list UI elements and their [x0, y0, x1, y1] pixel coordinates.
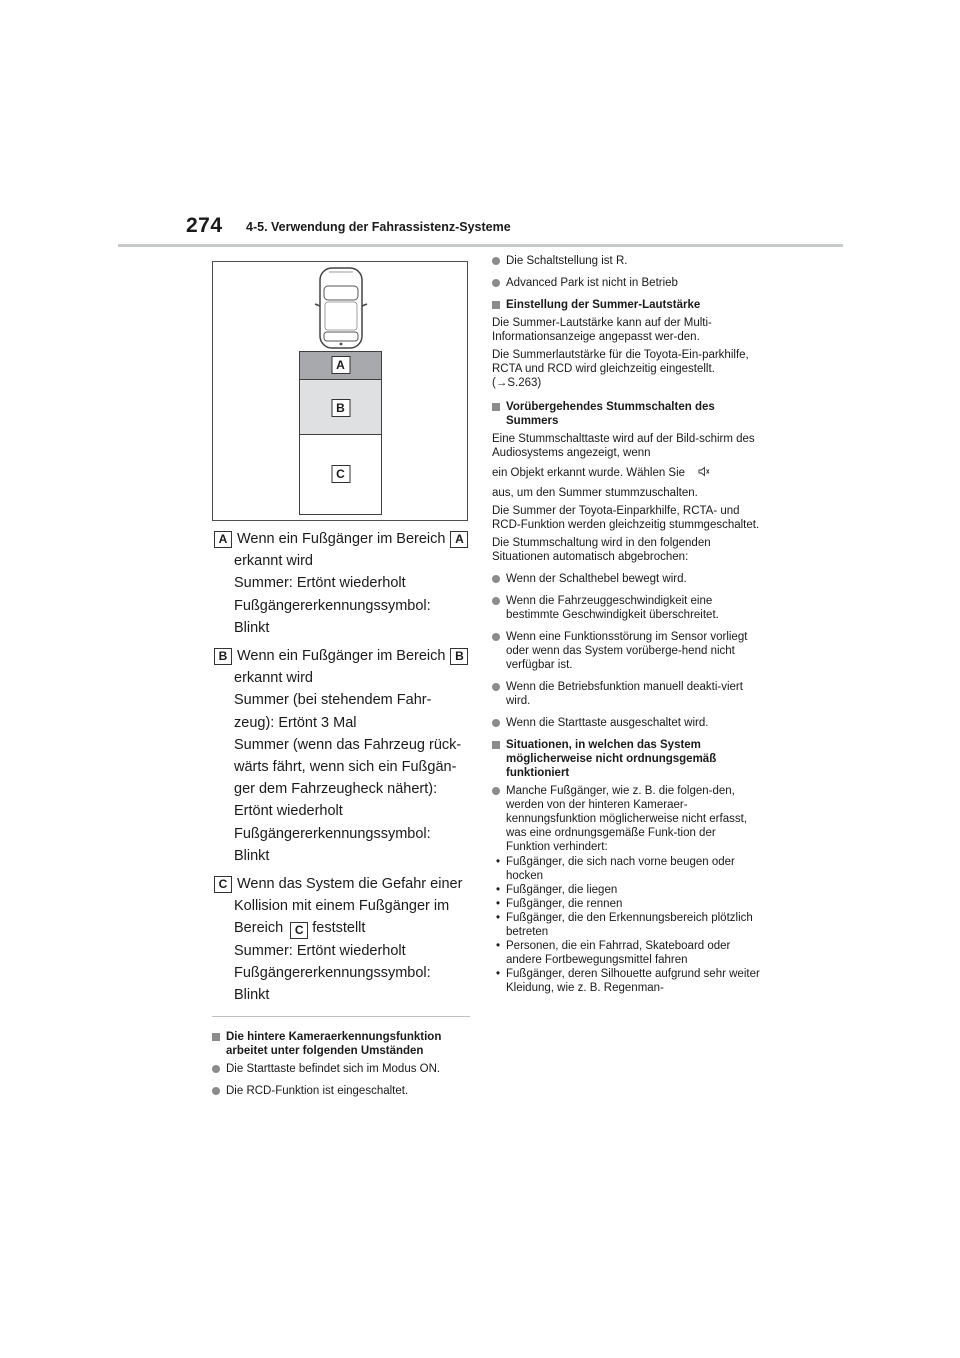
- sub-list-item: • Fußgänger, deren Silhouette aufgrund sehr weiter Kleidung, wie z. B. Regenman-: [495, 968, 760, 994]
- circle-bullet-icon: [492, 633, 500, 641]
- circle-bullet-icon: [492, 257, 500, 265]
- section-divider: [212, 1016, 470, 1017]
- detection-area-figure: [212, 261, 468, 521]
- bullet-text: Die Schaltstellung ist R.: [506, 255, 628, 267]
- entry-text: wärts fährt, wenn sich ein Fußgän-: [234, 759, 457, 776]
- bullet-text: Die RCD-Funktion ist eingeschaltet.: [226, 1085, 409, 1097]
- sub-item-text: Fußgänger, die sich nach vorne beugen oder hocken: [506, 856, 735, 882]
- square-bullet-icon: [492, 301, 500, 309]
- list-item: [212, 1062, 472, 1076]
- entry-text: ger dem Fahrzeugheck nähert):: [234, 781, 438, 798]
- entry-text: Blinkt: [234, 987, 270, 1004]
- heading-text: Situationen, in welchen das System möglicherweise nicht ordnungsgemäß funktioniert: [506, 739, 717, 779]
- entry-text: erkannt wird: [234, 553, 313, 570]
- entry-text: Kollision mit einem Fußgänger im: [234, 898, 450, 915]
- paragraph-text: ein Objekt erkannt wurde. Wählen Sie: [492, 467, 686, 479]
- sub-item-text: Personen, die ein Fahrrad, Skateboard oder andere Fortbewegungsmittel fahren: [506, 940, 731, 966]
- paragraph: aus, um den Summer stummzuschalten.: [492, 487, 698, 499]
- entry-a: [214, 528, 470, 639]
- sub-list-item: • Fußgänger, die rennen: [495, 898, 623, 910]
- bullet-text: Advanced Park ist nicht in Betrieb: [506, 277, 678, 289]
- bullet-text: Die Starttaste befindet sich im Modus ON.: [226, 1063, 441, 1075]
- zone-badge: B: [450, 648, 468, 665]
- list-item: [492, 254, 760, 268]
- speaker-icon: [698, 466, 710, 477]
- zone-badge: C: [290, 922, 308, 939]
- sub-list-item: • Fußgänger, die liegen: [495, 884, 618, 896]
- paragraph: Die Stummschaltung wird in den folgenden Situationen automatisch abgebrochen:: [492, 537, 711, 563]
- square-bullet-icon: [492, 403, 500, 411]
- list-item: [492, 630, 760, 672]
- entry-text: Summer (bei stehendem Fahr-: [234, 692, 432, 709]
- entry-text: Fußgängererkennungssymbol:: [234, 597, 431, 614]
- section-heading: [492, 738, 760, 780]
- zone-a-label: A: [331, 356, 350, 374]
- entry-text: Fußgängererkennungssymbol:: [234, 964, 431, 981]
- zone-badge: B: [214, 648, 232, 665]
- heading-text: Die hintere Kameraerkennungsfunktion arbeitet unter folgenden Umständen: [226, 1031, 442, 1057]
- section-title: 4-5. Verwendung der Fahrassistenz-Systeme: [246, 220, 511, 234]
- entry-b: [214, 645, 470, 867]
- zone-a: [299, 351, 382, 380]
- paragraph-with-icon: [492, 466, 760, 480]
- entry-text: Wenn das System die Gefahr einer: [237, 876, 463, 893]
- sub-list-item: • Personen, die ein Fahrrad, Skateboard oder andere Fortbewegungsmittel fahren: [506, 939, 760, 967]
- zone-descriptions: [214, 528, 470, 1012]
- paragraph: Eine Stummschalttaste wird auf der Bild-schirm des Audiosystems angezeigt, wenn: [492, 433, 755, 459]
- zone-badge: C: [214, 876, 232, 893]
- entry-c: [214, 873, 470, 1006]
- circle-bullet-icon: [212, 1087, 220, 1095]
- pedestrian-sub-list: [492, 855, 760, 995]
- bullet-text: Wenn die Betriebsfunktion manuell deakti-viert wird.: [506, 681, 743, 707]
- bullet-text: Wenn die Starttaste ausgeschaltet wird.: [506, 717, 709, 729]
- paragraph: Die Summerlautstärke für die Toyota-Ein-parkhilfe, RCTA und RCD wird gleichzeitig eingestellt. (→S.263): [492, 349, 749, 389]
- entry-text: Fußgängererkennungssymbol:: [234, 825, 431, 842]
- circle-bullet-icon: [492, 683, 500, 691]
- list-item: [212, 1084, 472, 1098]
- circle-bullet-icon: [492, 575, 500, 583]
- header-divider: [118, 244, 843, 247]
- camera-detection-notes: [212, 1030, 472, 1106]
- circle-bullet-icon: [492, 719, 500, 727]
- entry-text: Summer: Ertönt wiederholt: [234, 942, 406, 959]
- entry-text: Wenn ein Fußgänger im Bereich: [237, 531, 446, 547]
- sub-item-text: Fußgänger, die rennen: [506, 898, 623, 910]
- entry-text: feststellt: [312, 920, 366, 937]
- circle-bullet-icon: [492, 279, 500, 287]
- car-top-view-icon: [313, 266, 369, 350]
- entry-text: erkannt wird: [234, 670, 313, 687]
- list-item: [492, 276, 760, 290]
- paragraph: Die Summer-Lautstärke kann auf der Multi-Informationsanzeige angepasst wer-den.: [492, 317, 712, 343]
- zone-badge: A: [214, 531, 232, 548]
- square-bullet-icon: [212, 1033, 220, 1041]
- entry-text: Ertönt wiederholt: [234, 803, 343, 820]
- square-bullet-icon: [492, 741, 500, 749]
- bullet-text: Wenn der Schalthebel bewegt wird.: [506, 573, 687, 585]
- sub-list-item: • Fußgänger, die den Erkennungsbereich plötzlich betreten: [506, 911, 760, 939]
- list-item: [492, 594, 760, 622]
- list-item: [492, 716, 760, 730]
- sub-item-text: Fußgänger, die den Erkennungsbereich plötzlich betreten: [506, 912, 753, 938]
- entry-text: Wenn ein Fußgänger im Bereich: [237, 648, 446, 665]
- list-item: [492, 784, 760, 854]
- entry-text-with-badge: [214, 917, 470, 939]
- sub-item-text: Fußgänger, deren Silhouette aufgrund sehr weiter Kleidung, wie z. B. Regenman-: [506, 968, 760, 994]
- zone-c-label: C: [331, 465, 350, 483]
- page-number: 274: [186, 214, 223, 237]
- sub-list-item: • Fußgänger, die sich nach vorne beugen oder hocken: [506, 855, 760, 883]
- heading-text: Vorübergehendes Stummschalten des Summers: [506, 401, 715, 427]
- right-column: [492, 254, 760, 995]
- paragraph: Die Summer der Toyota-Einparkhilfe, RCTA- und RCD-Funktion werden gleichzeitig stummgeschaltet.: [492, 505, 760, 531]
- zone-b: [299, 379, 382, 435]
- circle-bullet-icon: [492, 787, 500, 795]
- bullet-text: Manche Fußgänger, wie z. B. die folgen-den, werden von der hinteren Kameraer-kennungsfunktion möglicherweise nicht erfasst, was eine ordnungsgemäße Funk-tion der Funktion verhindert:: [506, 785, 747, 853]
- section-heading: [492, 400, 760, 428]
- zone-c: [299, 434, 382, 515]
- entry-text: Blinkt: [234, 847, 270, 864]
- zone-badge: A: [450, 531, 468, 548]
- entry-text: Summer (wenn das Fahrzeug rück-: [234, 736, 462, 753]
- list-item: [492, 572, 760, 586]
- entry-text: zeug): Ertönt 3 Mal: [234, 714, 357, 731]
- entry-text: Bereich: [234, 920, 284, 937]
- heading-text: Einstellung der Summer-Lautstärke: [506, 299, 701, 311]
- section-heading: [492, 298, 760, 312]
- list-item: [492, 680, 760, 708]
- sub-item-text: Fußgänger, die liegen: [506, 884, 618, 896]
- circle-bullet-icon: [492, 597, 500, 605]
- note-heading: [212, 1030, 472, 1058]
- bullet-text: Wenn die Fahrzeuggeschwindigkeit eine bestimmte Geschwindigkeit überschreitet.: [506, 595, 719, 621]
- circle-bullet-icon: [212, 1065, 220, 1073]
- bullet-text: Wenn eine Funktionsstörung im Sensor vorliegt oder wenn das System vorüberge-hend nicht verfügbar ist.: [506, 631, 748, 671]
- zone-b-label: B: [331, 399, 350, 417]
- entry-text: Blinkt: [234, 619, 270, 636]
- entry-text: Summer: Ertönt wiederholt: [234, 575, 406, 592]
